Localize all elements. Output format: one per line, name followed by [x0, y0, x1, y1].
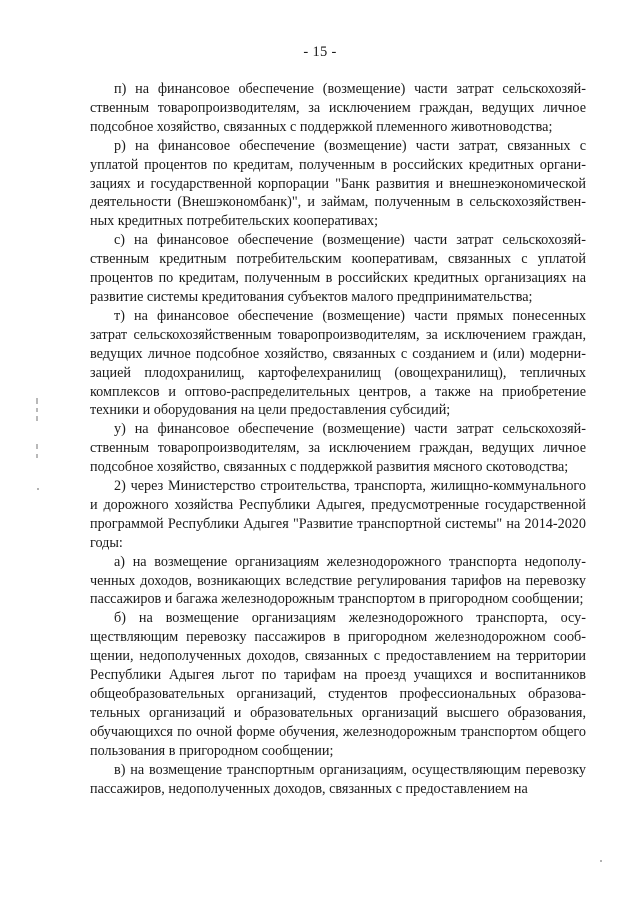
- paragraph-a: а) на возмещение организациям железнодорожного транспорта недополученных доходов, возникающих вследствие регулирования тарифов на перевозку пассажиров и багажа железнодорожным транспортом в пригородном сообщении;: [90, 553, 586, 608]
- paragraph-b: б) на возмещение организациям железнодорожного транспорта, осуществляющим перевозку пассажиров в пригородном железнодорожном сообщении, недополученных доходов, связанных с предоставлением на территории Республики Адыгея льгот по тарифам на проезд учащихся и воспитанников общеобразовательных организаций, студентов профессиональных образовательных организаций и образовательных организаций высшего образования, обучающихся по очной форме обучения, железнодорожным транспортом общего пользования в пригородном сообщении;: [90, 610, 586, 759]
- paragraph-2: 2) через Министерство строительства, транспорта, жилищно-коммунального и дорожного хозяйства Республики Адыгея, предусмотренные государственной программой Республики Адыгея "Развитие транспортной системы" на 2014-2020 годы:: [90, 478, 586, 551]
- page-number: - 15 -: [303, 44, 337, 60]
- scan-artifact-mark: [36, 416, 38, 421]
- scan-artifact-dot: [600, 860, 602, 862]
- scan-artifact-mark: [36, 444, 38, 449]
- paragraph-p: п) на финансовое обеспечение (возмещение) части затрат сельскохозяйственным товаропроизводителям, за исключением граждан, ведущих личное подсобное хозяйство, связанных с поддержкой племенного животноводства;: [90, 81, 586, 135]
- scan-artifact-mark: [36, 398, 38, 404]
- paragraph-t: т) на финансовое обеспечение (возмещение) части прямых понесенных затрат сельскохозяйственным товаропроизводителям, за исключением граждан, ведущих личное подсобное хозяйство, связанных с созданием и (или) модернизацией плодохранилищ, картофелехранилищ (овощехранилищ), тепличных комплексов и оптово-распределительных центров, а также на приобретение техники и оборудования на цели предоставления субсидий;: [90, 307, 586, 419]
- scan-artifact-mark: [36, 454, 38, 458]
- paragraph-s: с) на финансовое обеспечение (возмещение) части затрат сельскохозяйственным кредитным потребительским кооперативам, связанных с уплатой процентов по кредитам, полученным в российских кредитных организациях на развитие системы кредитования субъектов малого предпринимательства;: [90, 232, 586, 305]
- document-body: [90, 80, 586, 798]
- paragraph-r: р) на финансовое обеспечение (возмещение) части затрат, связанных с уплатой процентов по кредитам, полученным в российских кредитных организациях и государственной корпорации "Банк развития и внешнеэкономической деятельности (Внешэкономбанк)", и займам, полученным в сельскохозяйственных кредитных потребительских кооперативах;: [90, 137, 586, 230]
- scan-artifact-dot: [37, 488, 39, 490]
- scan-artifact-mark: [36, 408, 38, 412]
- paragraph-u: у) на финансовое обеспечение (возмещение) части затрат сельскохозяйственным товаропроизводителям, за исключением граждан, ведущих личное подсобное хозяйство, связанных с поддержкой развития мясного скотоводства;: [90, 421, 586, 476]
- paragraph-v: в) на возмещение транспортным организациям, осуществляющим перевозку пассажиров, недополученных доходов, связанных с предоставлением на: [90, 761, 586, 797]
